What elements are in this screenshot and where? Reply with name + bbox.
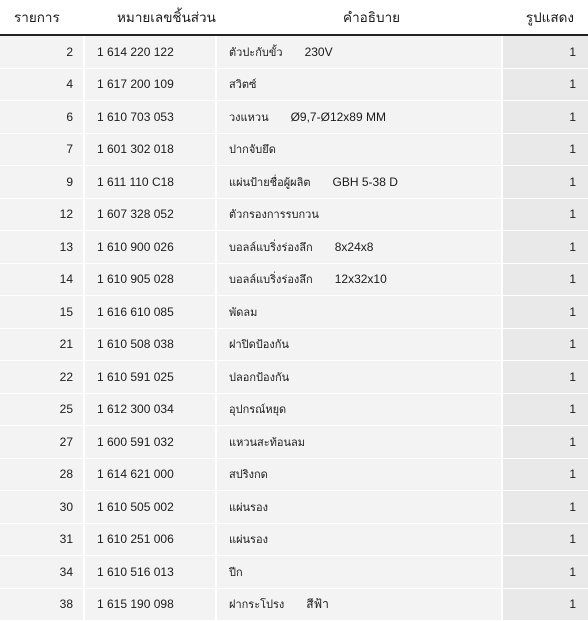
- figure-quantity: 1: [503, 69, 588, 101]
- table-row: [0, 426, 588, 459]
- figure-quantity: 1: [503, 199, 588, 231]
- description: [217, 69, 501, 101]
- table-row: [0, 589, 588, 621]
- description-spec: Ø9,7-Ø12x89 MM: [291, 110, 386, 124]
- figure-quantity: 1: [503, 101, 588, 133]
- table-row: [0, 361, 588, 394]
- description: [217, 296, 501, 328]
- description: [217, 491, 501, 523]
- part-number: 1 614 621 000: [85, 459, 215, 491]
- description-name: อุปกรณ์หยุด: [229, 400, 286, 418]
- description: [217, 264, 501, 296]
- part-number: 1 612 300 034: [85, 394, 215, 426]
- item-number: 34: [0, 556, 83, 588]
- table-header: [0, 0, 588, 36]
- header-item: รายการ: [0, 6, 98, 28]
- part-number: 1 610 900 026: [85, 231, 215, 263]
- table-row: [0, 166, 588, 199]
- table-row: [0, 329, 588, 362]
- item-number: 14: [0, 264, 83, 296]
- part-number: 1 610 505 002: [85, 491, 215, 523]
- description-name: ฝาปิดป้องกัน: [229, 335, 289, 353]
- item-number: 38: [0, 589, 83, 621]
- figure-quantity: 1: [503, 296, 588, 328]
- part-number: 1 610 251 006: [85, 524, 215, 556]
- part-number: 1 610 508 038: [85, 329, 215, 361]
- description-name: สปริงกด: [229, 465, 268, 483]
- table-row: [0, 491, 588, 524]
- description: [217, 589, 501, 621]
- item-number: 15: [0, 296, 83, 328]
- table-body: [0, 36, 588, 621]
- description-name: ปลอกป้องกัน: [229, 368, 289, 386]
- description: [217, 361, 501, 393]
- figure-quantity: 1: [503, 264, 588, 296]
- description-name: แผ่นรอง: [229, 498, 268, 516]
- description-name: แผ่นรอง: [229, 530, 268, 548]
- table-row: [0, 199, 588, 232]
- part-number: 1 617 200 109: [85, 69, 215, 101]
- description-spec: 8x24x8: [335, 240, 374, 254]
- description: [217, 556, 501, 588]
- part-number: 1 610 703 053: [85, 101, 215, 133]
- description-name: ปากจับยึด: [229, 140, 276, 158]
- table-row: [0, 231, 588, 264]
- item-number: 30: [0, 491, 83, 523]
- description: [217, 166, 501, 198]
- description: [217, 426, 501, 458]
- description-name: ตัวปะกับขั้ว: [229, 43, 283, 61]
- part-number: 1 600 591 032: [85, 426, 215, 458]
- part-number: 1 614 220 122: [85, 36, 215, 68]
- figure-quantity: 1: [503, 426, 588, 458]
- figure-quantity: 1: [503, 36, 588, 68]
- item-number: 31: [0, 524, 83, 556]
- item-number: 13: [0, 231, 83, 263]
- item-number: 6: [0, 101, 83, 133]
- description: [217, 199, 501, 231]
- figure-quantity: 1: [503, 134, 588, 166]
- description-name: แผ่นป้ายชื่อผู้ผลิต: [229, 173, 311, 191]
- part-number: 1 610 516 013: [85, 556, 215, 588]
- part-number: 1 610 591 025: [85, 361, 215, 393]
- figure-quantity: 1: [503, 589, 588, 621]
- table-row: [0, 394, 588, 427]
- description-name: วงแหวน: [229, 108, 269, 126]
- header-description: คำอธิบาย: [233, 6, 498, 28]
- part-number: 1 615 190 098: [85, 589, 215, 621]
- table-row: [0, 264, 588, 297]
- description: [217, 101, 501, 133]
- item-number: 9: [0, 166, 83, 198]
- item-number: 4: [0, 69, 83, 101]
- description: [217, 524, 501, 556]
- description-name: สวิตซ์: [229, 75, 257, 93]
- description-name: แหวนสะท้อนลม: [229, 433, 305, 451]
- description-spec: สีฟ้า: [306, 595, 329, 614]
- figure-quantity: 1: [503, 491, 588, 523]
- table-row: [0, 459, 588, 492]
- item-number: 28: [0, 459, 83, 491]
- part-number: 1 601 302 018: [85, 134, 215, 166]
- description-spec: 12x32x10: [335, 272, 387, 286]
- part-number: 1 611 110 C18: [85, 166, 215, 198]
- figure-quantity: 1: [503, 361, 588, 393]
- item-number: 7: [0, 134, 83, 166]
- table-row: [0, 296, 588, 329]
- description-spec: GBH 5-38 D: [333, 175, 398, 189]
- item-number: 21: [0, 329, 83, 361]
- item-number: 27: [0, 426, 83, 458]
- table-row: [0, 524, 588, 557]
- part-number: 1 607 328 052: [85, 199, 215, 231]
- figure-quantity: 1: [503, 166, 588, 198]
- item-number: 22: [0, 361, 83, 393]
- description: [217, 329, 501, 361]
- figure-quantity: 1: [503, 524, 588, 556]
- figure-quantity: 1: [503, 459, 588, 491]
- header-part-number: หมายเลขชิ้นส่วน: [98, 6, 233, 28]
- table-row: [0, 134, 588, 167]
- figure-quantity: 1: [503, 231, 588, 263]
- description-name: ตัวกรองการรบกวน: [229, 205, 319, 223]
- description-name: บอลล์แบริ่งร่องลึก: [229, 238, 313, 256]
- description-name: ปีก: [229, 563, 243, 581]
- description: [217, 459, 501, 491]
- part-number: 1 616 610 085: [85, 296, 215, 328]
- figure-quantity: 1: [503, 329, 588, 361]
- table-row: [0, 36, 588, 69]
- part-number: 1 610 905 028: [85, 264, 215, 296]
- description-spec: 230V: [305, 45, 333, 59]
- description: [217, 134, 501, 166]
- figure-quantity: 1: [503, 556, 588, 588]
- description-name: ฝากระโปรง: [229, 595, 284, 613]
- description-name: พัดลม: [229, 303, 257, 321]
- header-figure: รูปแสดง: [498, 6, 588, 28]
- item-number: 2: [0, 36, 83, 68]
- item-number: 12: [0, 199, 83, 231]
- item-number: 25: [0, 394, 83, 426]
- figure-quantity: 1: [503, 394, 588, 426]
- description: [217, 231, 501, 263]
- table-row: [0, 69, 588, 102]
- description: [217, 394, 501, 426]
- table-row: [0, 101, 588, 134]
- description-name: บอลล์แบริ่งร่องลึก: [229, 270, 313, 288]
- table-row: [0, 556, 588, 589]
- description: [217, 36, 501, 68]
